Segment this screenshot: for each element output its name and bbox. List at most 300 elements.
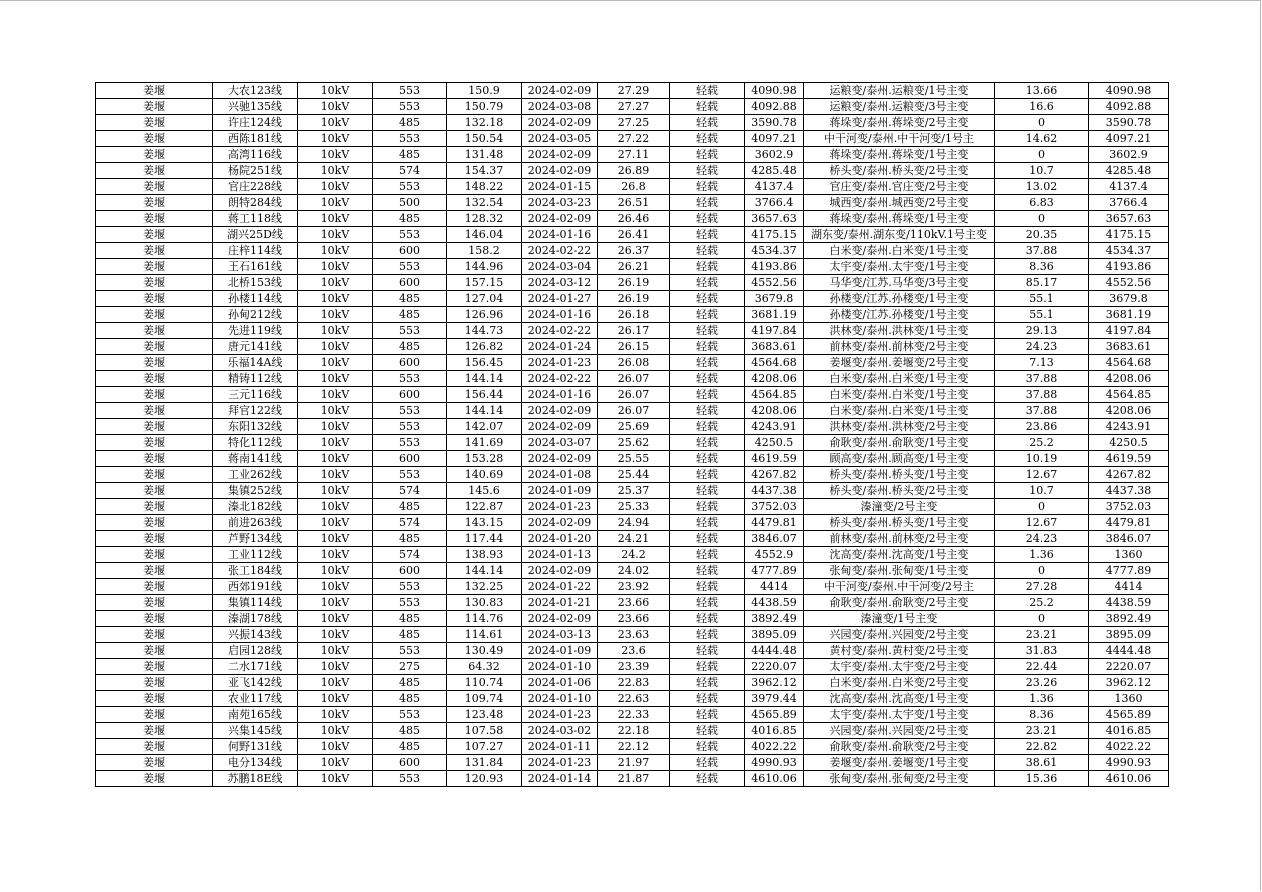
- cell-voltage: 10kV: [298, 483, 373, 499]
- cell-region: 姜堰: [96, 195, 213, 211]
- cell-transformer-load-rate: 0: [995, 147, 1089, 163]
- cell-transformer: 中干河变/泰州.中干河变/2号主: [804, 579, 995, 595]
- cell-load-rate: 25.69: [598, 419, 670, 435]
- cell-load-rate: 26.8: [598, 179, 670, 195]
- table-row: [96, 515, 1169, 531]
- cell-rated-capacity: 574: [373, 483, 447, 499]
- cell-voltage: 10kV: [298, 755, 373, 771]
- cell-capacity: 4092.88: [1089, 99, 1169, 115]
- cell-max-current: 127.04: [447, 291, 522, 307]
- cell-capacity: 4243.91: [1089, 419, 1169, 435]
- cell-capacity: 4438.59: [1089, 595, 1169, 611]
- cell-transformer: 沈高变/泰州.沈高变/1号主变: [804, 547, 995, 563]
- cell-capacity: 4479.81: [1089, 515, 1169, 531]
- cell-max-current: 156.44: [447, 387, 522, 403]
- cell-max-current: 138.93: [447, 547, 522, 563]
- cell-line-name: 二水171线: [213, 659, 298, 675]
- table-row: [96, 323, 1169, 339]
- cell-transformer: 白米变/泰州.白米变/2号主变: [804, 675, 995, 691]
- cell-max-current: 131.84: [447, 755, 522, 771]
- cell-load-rate: 24.02: [598, 563, 670, 579]
- cell-date: 2024-01-20: [522, 531, 598, 547]
- cell-capacity: 4285.48: [1089, 163, 1169, 179]
- cell-rated-capacity: 275: [373, 659, 447, 675]
- cell-rated-capacity: 600: [373, 451, 447, 467]
- cell-rated-capacity: 600: [373, 387, 447, 403]
- cell-transformer-load-rate: 29.13: [995, 323, 1089, 339]
- cell-transformer: 张甸变/泰州.张甸变/2号主变: [804, 771, 995, 787]
- cell-capacity: 3962.12: [1089, 675, 1169, 691]
- cell-voltage: 10kV: [298, 371, 373, 387]
- cell-load-status: 轻载: [670, 355, 745, 371]
- cell-voltage: 10kV: [298, 739, 373, 755]
- cell-date: 2024-01-16: [522, 307, 598, 323]
- cell-max-current: 132.18: [447, 115, 522, 131]
- cell-transformer-load-rate: 12.67: [995, 515, 1089, 531]
- cell-line-name: 孙楼114线: [213, 291, 298, 307]
- cell-voltage: 10kV: [298, 627, 373, 643]
- cell-load-rate: 25.37: [598, 483, 670, 499]
- cell-rated-capacity: 553: [373, 435, 447, 451]
- cell-line-name: 南苑165线: [213, 707, 298, 723]
- cell-load-status: 轻载: [670, 515, 745, 531]
- cell-load-rate: 26.08: [598, 355, 670, 371]
- table-row: [96, 739, 1169, 755]
- cell-line-name: 杨院251线: [213, 163, 298, 179]
- table-row: [96, 579, 1169, 595]
- cell-date: 2024-03-12: [522, 275, 598, 291]
- cell-rated-capacity: 485: [373, 739, 447, 755]
- table-row: [96, 307, 1169, 323]
- cell-transformer-load-rate: 0: [995, 211, 1089, 227]
- cell-available-capacity: 4175.15: [745, 227, 804, 243]
- cell-capacity: 1360: [1089, 691, 1169, 707]
- cell-transformer-load-rate: 0: [995, 115, 1089, 131]
- cell-voltage: 10kV: [298, 595, 373, 611]
- cell-line-name: 孙甸212线: [213, 307, 298, 323]
- table-row: [96, 99, 1169, 115]
- cell-voltage: 10kV: [298, 403, 373, 419]
- table-row: [96, 163, 1169, 179]
- cell-transformer-load-rate: 85.17: [995, 275, 1089, 291]
- cell-transformer-load-rate: 0: [995, 563, 1089, 579]
- cell-load-status: 轻载: [670, 643, 745, 659]
- cell-transformer-load-rate: 37.88: [995, 387, 1089, 403]
- cell-max-current: 140.69: [447, 467, 522, 483]
- cell-line-name: 集镇252线: [213, 483, 298, 499]
- cell-date: 2024-03-04: [522, 259, 598, 275]
- cell-load-status: 轻载: [670, 371, 745, 387]
- cell-capacity: 4437.38: [1089, 483, 1169, 499]
- cell-date: 2024-01-11: [522, 739, 598, 755]
- table-row: [96, 547, 1169, 563]
- cell-load-status: 轻载: [670, 99, 745, 115]
- cell-load-status: 轻载: [670, 243, 745, 259]
- cell-available-capacity: 4197.84: [745, 323, 804, 339]
- cell-capacity: 4208.06: [1089, 403, 1169, 419]
- cell-transformer: 孙楼变/江苏.孙楼变/1号主变: [804, 307, 995, 323]
- cell-load-status: 轻载: [670, 739, 745, 755]
- cell-capacity: 4552.56: [1089, 275, 1169, 291]
- cell-load-status: 轻载: [670, 483, 745, 499]
- cell-region: 姜堰: [96, 387, 213, 403]
- data-table: [95, 82, 1169, 787]
- cell-max-current: 153.28: [447, 451, 522, 467]
- cell-load-rate: 26.19: [598, 275, 670, 291]
- cell-available-capacity: 4437.38: [745, 483, 804, 499]
- cell-region: 姜堰: [96, 291, 213, 307]
- cell-capacity: 4193.86: [1089, 259, 1169, 275]
- cell-available-capacity: 4534.37: [745, 243, 804, 259]
- cell-load-status: 轻载: [670, 467, 745, 483]
- cell-available-capacity: 4777.89: [745, 563, 804, 579]
- cell-capacity: 3846.07: [1089, 531, 1169, 547]
- cell-date: 2024-01-16: [522, 387, 598, 403]
- cell-rated-capacity: 553: [373, 467, 447, 483]
- cell-capacity: 3590.78: [1089, 115, 1169, 131]
- cell-max-current: 150.54: [447, 131, 522, 147]
- cell-transformer: 兴园变/泰州.兴园变/2号主变: [804, 723, 995, 739]
- cell-line-name: 兴振143线: [213, 627, 298, 643]
- cell-load-rate: 26.07: [598, 387, 670, 403]
- cell-voltage: 10kV: [298, 291, 373, 307]
- cell-voltage: 10kV: [298, 531, 373, 547]
- cell-region: 姜堰: [96, 611, 213, 627]
- cell-transformer-load-rate: 13.66: [995, 83, 1089, 99]
- table-row: [96, 499, 1169, 515]
- cell-load-status: 轻载: [670, 147, 745, 163]
- cell-transformer-load-rate: 1.36: [995, 691, 1089, 707]
- cell-transformer: 兴园变/泰州.兴园变/2号主变: [804, 627, 995, 643]
- cell-capacity: 3679.8: [1089, 291, 1169, 307]
- cell-date: 2024-01-06: [522, 675, 598, 691]
- cell-date: 2024-03-02: [522, 723, 598, 739]
- cell-region: 姜堰: [96, 403, 213, 419]
- cell-capacity: 3752.03: [1089, 499, 1169, 515]
- cell-load-rate: 23.6: [598, 643, 670, 659]
- cell-load-status: 轻载: [670, 435, 745, 451]
- cell-line-name: 西郊191线: [213, 579, 298, 595]
- cell-max-current: 144.14: [447, 403, 522, 419]
- cell-rated-capacity: 485: [373, 307, 447, 323]
- cell-region: 姜堰: [96, 515, 213, 531]
- cell-date: 2024-01-09: [522, 643, 598, 659]
- cell-voltage: 10kV: [298, 723, 373, 739]
- cell-load-status: 轻载: [670, 419, 745, 435]
- cell-line-name: 朗特284线: [213, 195, 298, 211]
- cell-transformer: 溱潼变/2号主变: [804, 499, 995, 515]
- cell-region: 姜堰: [96, 547, 213, 563]
- cell-rated-capacity: 485: [373, 611, 447, 627]
- cell-max-current: 144.73: [447, 323, 522, 339]
- cell-load-rate: 27.27: [598, 99, 670, 115]
- table-row: [96, 275, 1169, 291]
- cell-transformer-load-rate: 23.26: [995, 675, 1089, 691]
- cell-line-name: 前进263线: [213, 515, 298, 531]
- cell-voltage: 10kV: [298, 515, 373, 531]
- cell-transformer-load-rate: 23.21: [995, 723, 1089, 739]
- cell-max-current: 64.32: [447, 659, 522, 675]
- cell-max-current: 130.83: [447, 595, 522, 611]
- cell-region: 姜堰: [96, 579, 213, 595]
- cell-transformer: 中干河变/泰州.中干河变/1号主: [804, 131, 995, 147]
- cell-line-name: 东阳132线: [213, 419, 298, 435]
- cell-date: 2024-01-15: [522, 179, 598, 195]
- cell-region: 姜堰: [96, 499, 213, 515]
- cell-voltage: 10kV: [298, 195, 373, 211]
- cell-max-current: 154.37: [447, 163, 522, 179]
- cell-line-name: 溱湖178线: [213, 611, 298, 627]
- cell-transformer-load-rate: 38.61: [995, 755, 1089, 771]
- cell-voltage: 10kV: [298, 435, 373, 451]
- cell-line-name: 精铸112线: [213, 371, 298, 387]
- cell-load-status: 轻载: [670, 627, 745, 643]
- cell-date: 2024-01-23: [522, 355, 598, 371]
- table-row: [96, 483, 1169, 499]
- cell-load-rate: 25.55: [598, 451, 670, 467]
- cell-voltage: 10kV: [298, 499, 373, 515]
- cell-rated-capacity: 485: [373, 675, 447, 691]
- cell-transformer: 俞耿变/泰州.俞耿变/1号主变: [804, 435, 995, 451]
- cell-max-current: 157.15: [447, 275, 522, 291]
- cell-line-name: 北桥153线: [213, 275, 298, 291]
- table-row: [96, 179, 1169, 195]
- cell-rated-capacity: 553: [373, 595, 447, 611]
- cell-region: 姜堰: [96, 355, 213, 371]
- cell-date: 2024-01-16: [522, 227, 598, 243]
- cell-region: 姜堰: [96, 723, 213, 739]
- cell-load-status: 轻载: [670, 755, 745, 771]
- cell-date: 2024-02-09: [522, 163, 598, 179]
- cell-transformer-load-rate: 12.67: [995, 467, 1089, 483]
- cell-transformer-load-rate: 25.2: [995, 595, 1089, 611]
- table-row: [96, 259, 1169, 275]
- cell-line-name: 特化112线: [213, 435, 298, 451]
- cell-load-rate: 23.39: [598, 659, 670, 675]
- cell-transformer-load-rate: 16.6: [995, 99, 1089, 115]
- cell-rated-capacity: 600: [373, 563, 447, 579]
- cell-capacity: 4250.5: [1089, 435, 1169, 451]
- cell-date: 2024-01-21: [522, 595, 598, 611]
- cell-transformer: 湖东变/泰州.湖东变/110kV.1号主变: [804, 227, 995, 243]
- cell-rated-capacity: 553: [373, 83, 447, 99]
- cell-transformer: 洪林变/泰州.洪林变/2号主变: [804, 419, 995, 435]
- cell-rated-capacity: 600: [373, 275, 447, 291]
- cell-line-name: 王石161线: [213, 259, 298, 275]
- table-row: [96, 531, 1169, 547]
- cell-voltage: 10kV: [298, 659, 373, 675]
- cell-line-name: 芦野134线: [213, 531, 298, 547]
- cell-voltage: 10kV: [298, 275, 373, 291]
- cell-max-current: 120.93: [447, 771, 522, 787]
- cell-transformer: 洪林变/泰州.洪林变/1号主变: [804, 323, 995, 339]
- cell-transformer: 白米变/泰州.白米变/1号主变: [804, 403, 995, 419]
- cell-region: 姜堰: [96, 467, 213, 483]
- cell-line-name: 先进119线: [213, 323, 298, 339]
- cell-available-capacity: 3895.09: [745, 627, 804, 643]
- cell-rated-capacity: 553: [373, 771, 447, 787]
- cell-capacity: 4137.4: [1089, 179, 1169, 195]
- cell-transformer: 俞耿变/泰州.俞耿变/2号主变: [804, 595, 995, 611]
- cell-available-capacity: 4092.88: [745, 99, 804, 115]
- cell-capacity: 3602.9: [1089, 147, 1169, 163]
- cell-region: 姜堰: [96, 323, 213, 339]
- cell-available-capacity: 4208.06: [745, 371, 804, 387]
- cell-transformer: 桥头变/泰州.桥头变/1号主变: [804, 515, 995, 531]
- cell-load-status: 轻载: [670, 595, 745, 611]
- cell-transformer-load-rate: 15.36: [995, 771, 1089, 787]
- cell-capacity: 4208.06: [1089, 371, 1169, 387]
- cell-transformer-load-rate: 10.19: [995, 451, 1089, 467]
- table-row: [96, 467, 1169, 483]
- cell-load-status: 轻载: [670, 227, 745, 243]
- cell-max-current: 130.49: [447, 643, 522, 659]
- cell-voltage: 10kV: [298, 643, 373, 659]
- cell-load-rate: 27.11: [598, 147, 670, 163]
- cell-date: 2024-01-24: [522, 339, 598, 355]
- table-row: [96, 611, 1169, 627]
- table-row: [96, 755, 1169, 771]
- cell-capacity: 4990.93: [1089, 755, 1169, 771]
- cell-load-status: 轻载: [670, 691, 745, 707]
- cell-transformer: 姜堰变/泰州.姜堰变/1号主变: [804, 755, 995, 771]
- cell-load-rate: 23.92: [598, 579, 670, 595]
- cell-region: 姜堰: [96, 259, 213, 275]
- cell-available-capacity: 4564.68: [745, 355, 804, 371]
- cell-transformer: 马华变/江苏.马华变/3号主变: [804, 275, 995, 291]
- cell-capacity: 3895.09: [1089, 627, 1169, 643]
- cell-load-rate: 24.94: [598, 515, 670, 531]
- table-row: [96, 691, 1169, 707]
- cell-load-rate: 23.66: [598, 611, 670, 627]
- table-row: [96, 403, 1169, 419]
- cell-load-rate: 26.17: [598, 323, 670, 339]
- cell-date: 2024-01-22: [522, 579, 598, 595]
- cell-max-current: 107.27: [447, 739, 522, 755]
- cell-load-rate: 26.07: [598, 371, 670, 387]
- cell-available-capacity: 4137.4: [745, 179, 804, 195]
- table-row: [96, 643, 1169, 659]
- cell-transformer-load-rate: 31.83: [995, 643, 1089, 659]
- cell-available-capacity: 4090.98: [745, 83, 804, 99]
- cell-load-status: 轻载: [670, 499, 745, 515]
- cell-voltage: 10kV: [298, 115, 373, 131]
- cell-max-current: 158.2: [447, 243, 522, 259]
- cell-voltage: 10kV: [298, 707, 373, 723]
- cell-voltage: 10kV: [298, 675, 373, 691]
- cell-date: 2024-01-14: [522, 771, 598, 787]
- cell-rated-capacity: 485: [373, 115, 447, 131]
- cell-rated-capacity: 485: [373, 211, 447, 227]
- cell-load-rate: 22.83: [598, 675, 670, 691]
- cell-line-name: 乐福14A线: [213, 355, 298, 371]
- cell-max-current: 146.04: [447, 227, 522, 243]
- cell-load-status: 轻载: [670, 675, 745, 691]
- cell-region: 姜堰: [96, 131, 213, 147]
- cell-transformer-load-rate: 13.02: [995, 179, 1089, 195]
- cell-date: 2024-03-05: [522, 131, 598, 147]
- cell-max-current: 126.82: [447, 339, 522, 355]
- cell-transformer: 沈高变/泰州.沈高变/1号主变: [804, 691, 995, 707]
- cell-capacity: 3681.19: [1089, 307, 1169, 323]
- cell-voltage: 10kV: [298, 243, 373, 259]
- cell-region: 姜堰: [96, 163, 213, 179]
- cell-date: 2024-02-09: [522, 419, 598, 435]
- cell-rated-capacity: 553: [373, 131, 447, 147]
- cell-date: 2024-02-09: [522, 211, 598, 227]
- cell-transformer-load-rate: 0: [995, 611, 1089, 627]
- cell-load-rate: 23.66: [598, 595, 670, 611]
- cell-region: 姜堰: [96, 595, 213, 611]
- cell-transformer: 太宇变/泰州.太宇变/2号主变: [804, 659, 995, 675]
- cell-line-name: 启园128线: [213, 643, 298, 659]
- cell-rated-capacity: 553: [373, 707, 447, 723]
- cell-line-name: 三元116线: [213, 387, 298, 403]
- cell-region: 姜堰: [96, 147, 213, 163]
- cell-available-capacity: 4990.93: [745, 755, 804, 771]
- cell-rated-capacity: 485: [373, 531, 447, 547]
- cell-load-rate: 21.87: [598, 771, 670, 787]
- cell-transformer: 顾高变/泰州.顾高变/1号主变: [804, 451, 995, 467]
- cell-voltage: 10kV: [298, 147, 373, 163]
- cell-load-status: 轻载: [670, 211, 745, 227]
- table-row: [96, 435, 1169, 451]
- cell-rated-capacity: 600: [373, 755, 447, 771]
- cell-load-rate: 27.25: [598, 115, 670, 131]
- cell-load-rate: 26.19: [598, 291, 670, 307]
- cell-line-name: 亚飞142线: [213, 675, 298, 691]
- cell-date: 2024-02-22: [522, 243, 598, 259]
- table-row: [96, 387, 1169, 403]
- cell-date: 2024-01-23: [522, 755, 598, 771]
- cell-capacity: 4175.15: [1089, 227, 1169, 243]
- cell-max-current: 132.25: [447, 579, 522, 595]
- cell-transformer-load-rate: 55.1: [995, 291, 1089, 307]
- cell-max-current: 122.87: [447, 499, 522, 515]
- cell-transformer: 蒋垛变/泰州.蒋垛变/1号主变: [804, 147, 995, 163]
- cell-capacity: 4564.68: [1089, 355, 1169, 371]
- cell-rated-capacity: 553: [373, 259, 447, 275]
- cell-rated-capacity: 600: [373, 243, 447, 259]
- cell-date: 2024-01-27: [522, 291, 598, 307]
- cell-transformer: 孙楼变/江苏.孙楼变/1号主变: [804, 291, 995, 307]
- cell-line-name: 高湾116线: [213, 147, 298, 163]
- cell-region: 姜堰: [96, 115, 213, 131]
- cell-region: 姜堰: [96, 435, 213, 451]
- table-row: [96, 291, 1169, 307]
- cell-voltage: 10kV: [298, 259, 373, 275]
- cell-capacity: 3892.49: [1089, 611, 1169, 627]
- cell-rated-capacity: 553: [373, 643, 447, 659]
- cell-available-capacity: 3683.61: [745, 339, 804, 355]
- cell-available-capacity: 3679.8: [745, 291, 804, 307]
- table-row: [96, 211, 1169, 227]
- cell-capacity: 4090.98: [1089, 83, 1169, 99]
- cell-available-capacity: 3962.12: [745, 675, 804, 691]
- cell-line-name: 蒋工118线: [213, 211, 298, 227]
- cell-voltage: 10kV: [298, 323, 373, 339]
- cell-voltage: 10kV: [298, 611, 373, 627]
- cell-region: 姜堰: [96, 483, 213, 499]
- cell-available-capacity: 4552.56: [745, 275, 804, 291]
- cell-rated-capacity: 600: [373, 355, 447, 371]
- cell-transformer-load-rate: 7.13: [995, 355, 1089, 371]
- cell-transformer: 运粮变/泰州.运粮变/3号主变: [804, 99, 995, 115]
- cell-max-current: 144.14: [447, 563, 522, 579]
- cell-date: 2024-02-09: [522, 563, 598, 579]
- cell-max-current: 141.69: [447, 435, 522, 451]
- cell-transformer-load-rate: 37.88: [995, 243, 1089, 259]
